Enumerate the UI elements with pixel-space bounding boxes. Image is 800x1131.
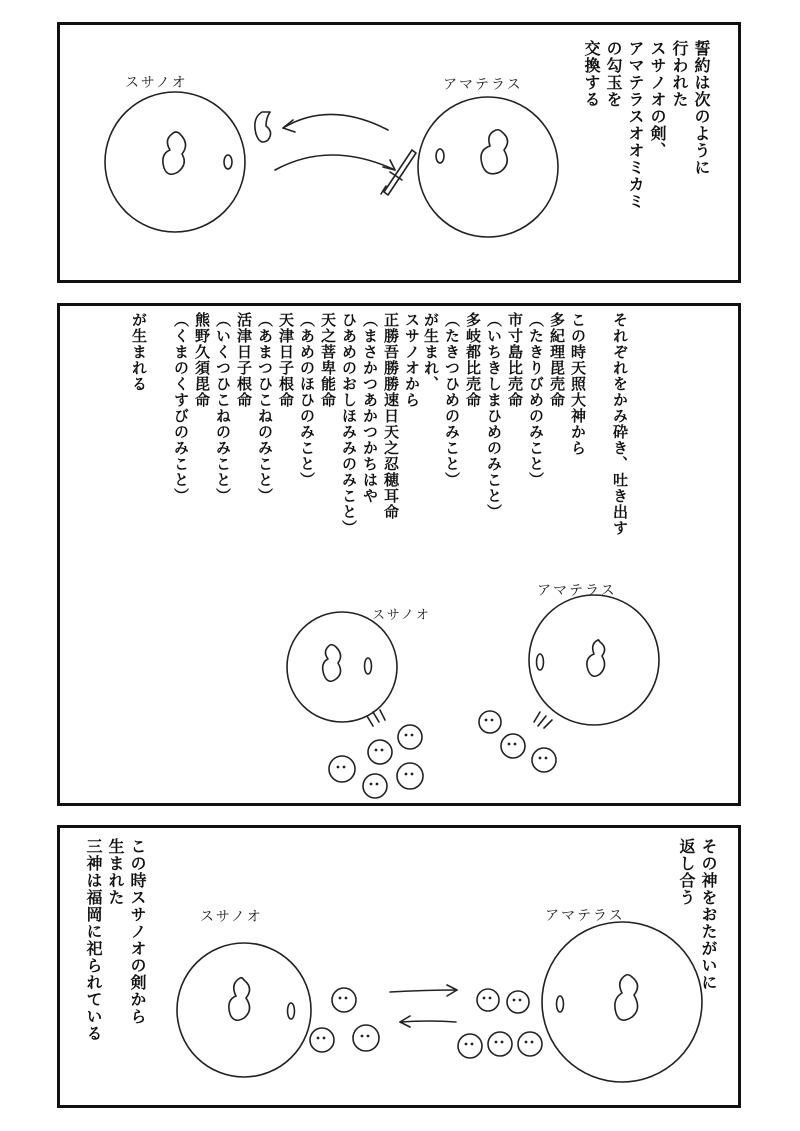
- susanoo-head-circle: [177, 943, 311, 1077]
- sword-icon: [381, 150, 416, 195]
- arrow-right: [390, 990, 457, 992]
- susanoo-figure-panel3: [177, 943, 311, 1077]
- label-susanoo-p1: スサノオ: [125, 75, 188, 91]
- susanoo-figure-panel1: [105, 92, 245, 232]
- narration-panel2-right: それぞれをかみ砕き、吐き出す この時天照大神から 多紀理毘売命 （たきりびめのみこと） 市寸島比売命 （いちきしまひめのみこと） 多岐都比売命 （たきつひめのみこと） が生まれ、: [422, 312, 629, 536]
- exchanged-deities-left: [310, 988, 379, 1052]
- amaterasu-figure-panel1: [418, 97, 558, 237]
- born-deities-amaterasu: [479, 711, 556, 772]
- spit-lines-amaterasu: [534, 712, 552, 728]
- arrow-left: [400, 1021, 456, 1022]
- label-amaterasu-p3: アマテラス: [545, 908, 625, 924]
- amaterasu-head-circle: [418, 97, 558, 237]
- label-amaterasu-p2: アマテラス: [537, 583, 617, 599]
- susanoo-eye: [224, 155, 232, 169]
- narration-panel3-left: この時スサノオの剣から 生まれた 三神は福岡に祀られている: [84, 838, 147, 1042]
- arrow-to-amaterasu: [275, 155, 395, 170]
- amaterasu-eye: [436, 149, 444, 163]
- label-susanoo-p2: スサノオ: [372, 608, 431, 623]
- arrow-to-susanoo: [283, 114, 388, 130]
- narration-panel2-left: スサノオから 正勝吾勝勝速日天之忍穂耳命 （まさかつあかつかちはや ひあめのおしほみみのみこと） 天之菩卑能命 （あめのほひのみこと） 天津日子根命 （あまつひこねのみこと） 活津日子根命 （いくつひこねのみこと） 熊野久須毘命 （くまのくすびのみこと） が生まれる: [130, 312, 421, 536]
- amaterasu-head-circle: [529, 595, 659, 725]
- spit-lines-susanoo: [367, 710, 385, 726]
- label-susanoo-p3: スサノオ: [200, 909, 263, 925]
- magatama-icon: [255, 112, 271, 142]
- exchanged-deities-right: [458, 989, 542, 1058]
- narration-panel3-right: その神をおたがいに 返し合う: [677, 838, 718, 991]
- amaterasu-figure-panel2: [529, 595, 659, 725]
- narration-panel1: 誓約は次のように 行われた スサノオの剣、 アマテラスオオミカミ の勾玉を 交換する: [582, 40, 711, 210]
- susanoo-nose: [163, 132, 186, 174]
- amaterasu-nose: [481, 130, 508, 174]
- born-deities-susanoo: [329, 725, 423, 798]
- label-amaterasu-p1: アマテラス: [443, 77, 523, 93]
